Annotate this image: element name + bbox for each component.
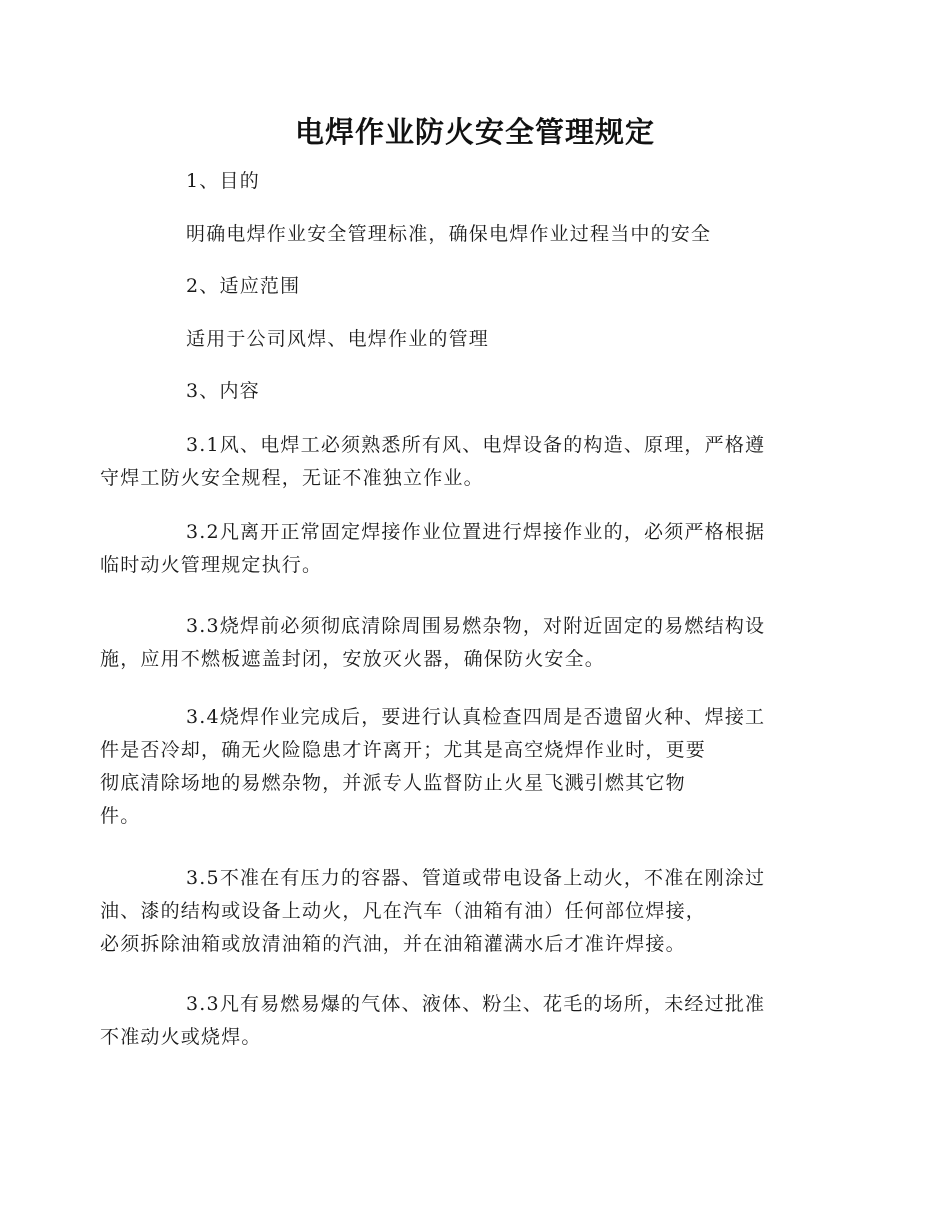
document-title: 电焊作业防火安全管理规定 [294,115,655,149]
clause-3-1-line: 守焊工防火安全规程，无证不准独立作业。 [100,467,484,489]
section-2-heading: 2、适应范围 [186,275,301,297]
clause-3-1-line: 3.1风、电焊工必须熟悉所有风、电焊设备的构造、原理，严格遵 [186,434,766,456]
clause-3-5-line: 油、漆的结构或设备上动火，凡在汽车（油箱有油）任何部位焊接， [100,900,707,922]
clause-3-2-line: 临时动火管理规定执行。 [100,554,323,576]
clause-3-2 [100,516,811,582]
section-2-body: 适用于公司风焊、电焊作业的管理 [186,328,490,350]
clause-3-4-line: 件是否冷却，确无火险隐患才许离开；尤其是高空烧焊作业时，更要 [100,739,707,761]
clause-3-4-line: 件。 [100,805,141,827]
clause-3-3a-line: 施，应用不燃板遮盖封闭，安放灭火器，确保防火安全。 [100,648,606,670]
section-1-body: 明确电焊作业安全管理标准，确保电焊作业过程当中的安全 [186,223,712,245]
clause-3-1 [100,429,811,495]
clause-3-5-line: 3.5不准在有压力的容器、管道或带电设备上动火，不准在刚涂过 [186,867,766,889]
section-3-heading: 3、内容 [186,380,260,402]
clause-3-3a [100,610,811,676]
clause-3-3b-line: 不准动火或烧焊。 [100,1026,262,1048]
clause-3-3a-line: 3.3烧焊前必须彻底清除周围易燃杂物，对附近固定的易燃结构设 [186,615,766,637]
section-1-heading: 1、目的 [186,170,260,192]
clause-3-2-line: 3.2凡离开正常固定焊接作业位置进行焊接作业的，必须严格根据 [186,521,766,543]
clause-3-4 [100,701,811,833]
clause-3-5 [100,862,811,961]
clause-3-4-line: 3.4烧焊作业完成后，要进行认真检查四周是否遗留火种、焊接工 [186,706,766,728]
clause-3-5-line: 必须拆除油箱或放清油箱的汽油，并在油箱灌满水后才准许焊接。 [100,933,686,955]
clause-3-4-line: 彻底清除场地的易燃杂物，并派专人监督防止火星飞溅引燃其它物 [100,772,686,794]
clause-3-3b-line: 3.3凡有易燃易爆的气体、液体、粉尘、花毛的场所，未经过批准 [186,993,766,1015]
clause-3-3b [100,988,811,1054]
